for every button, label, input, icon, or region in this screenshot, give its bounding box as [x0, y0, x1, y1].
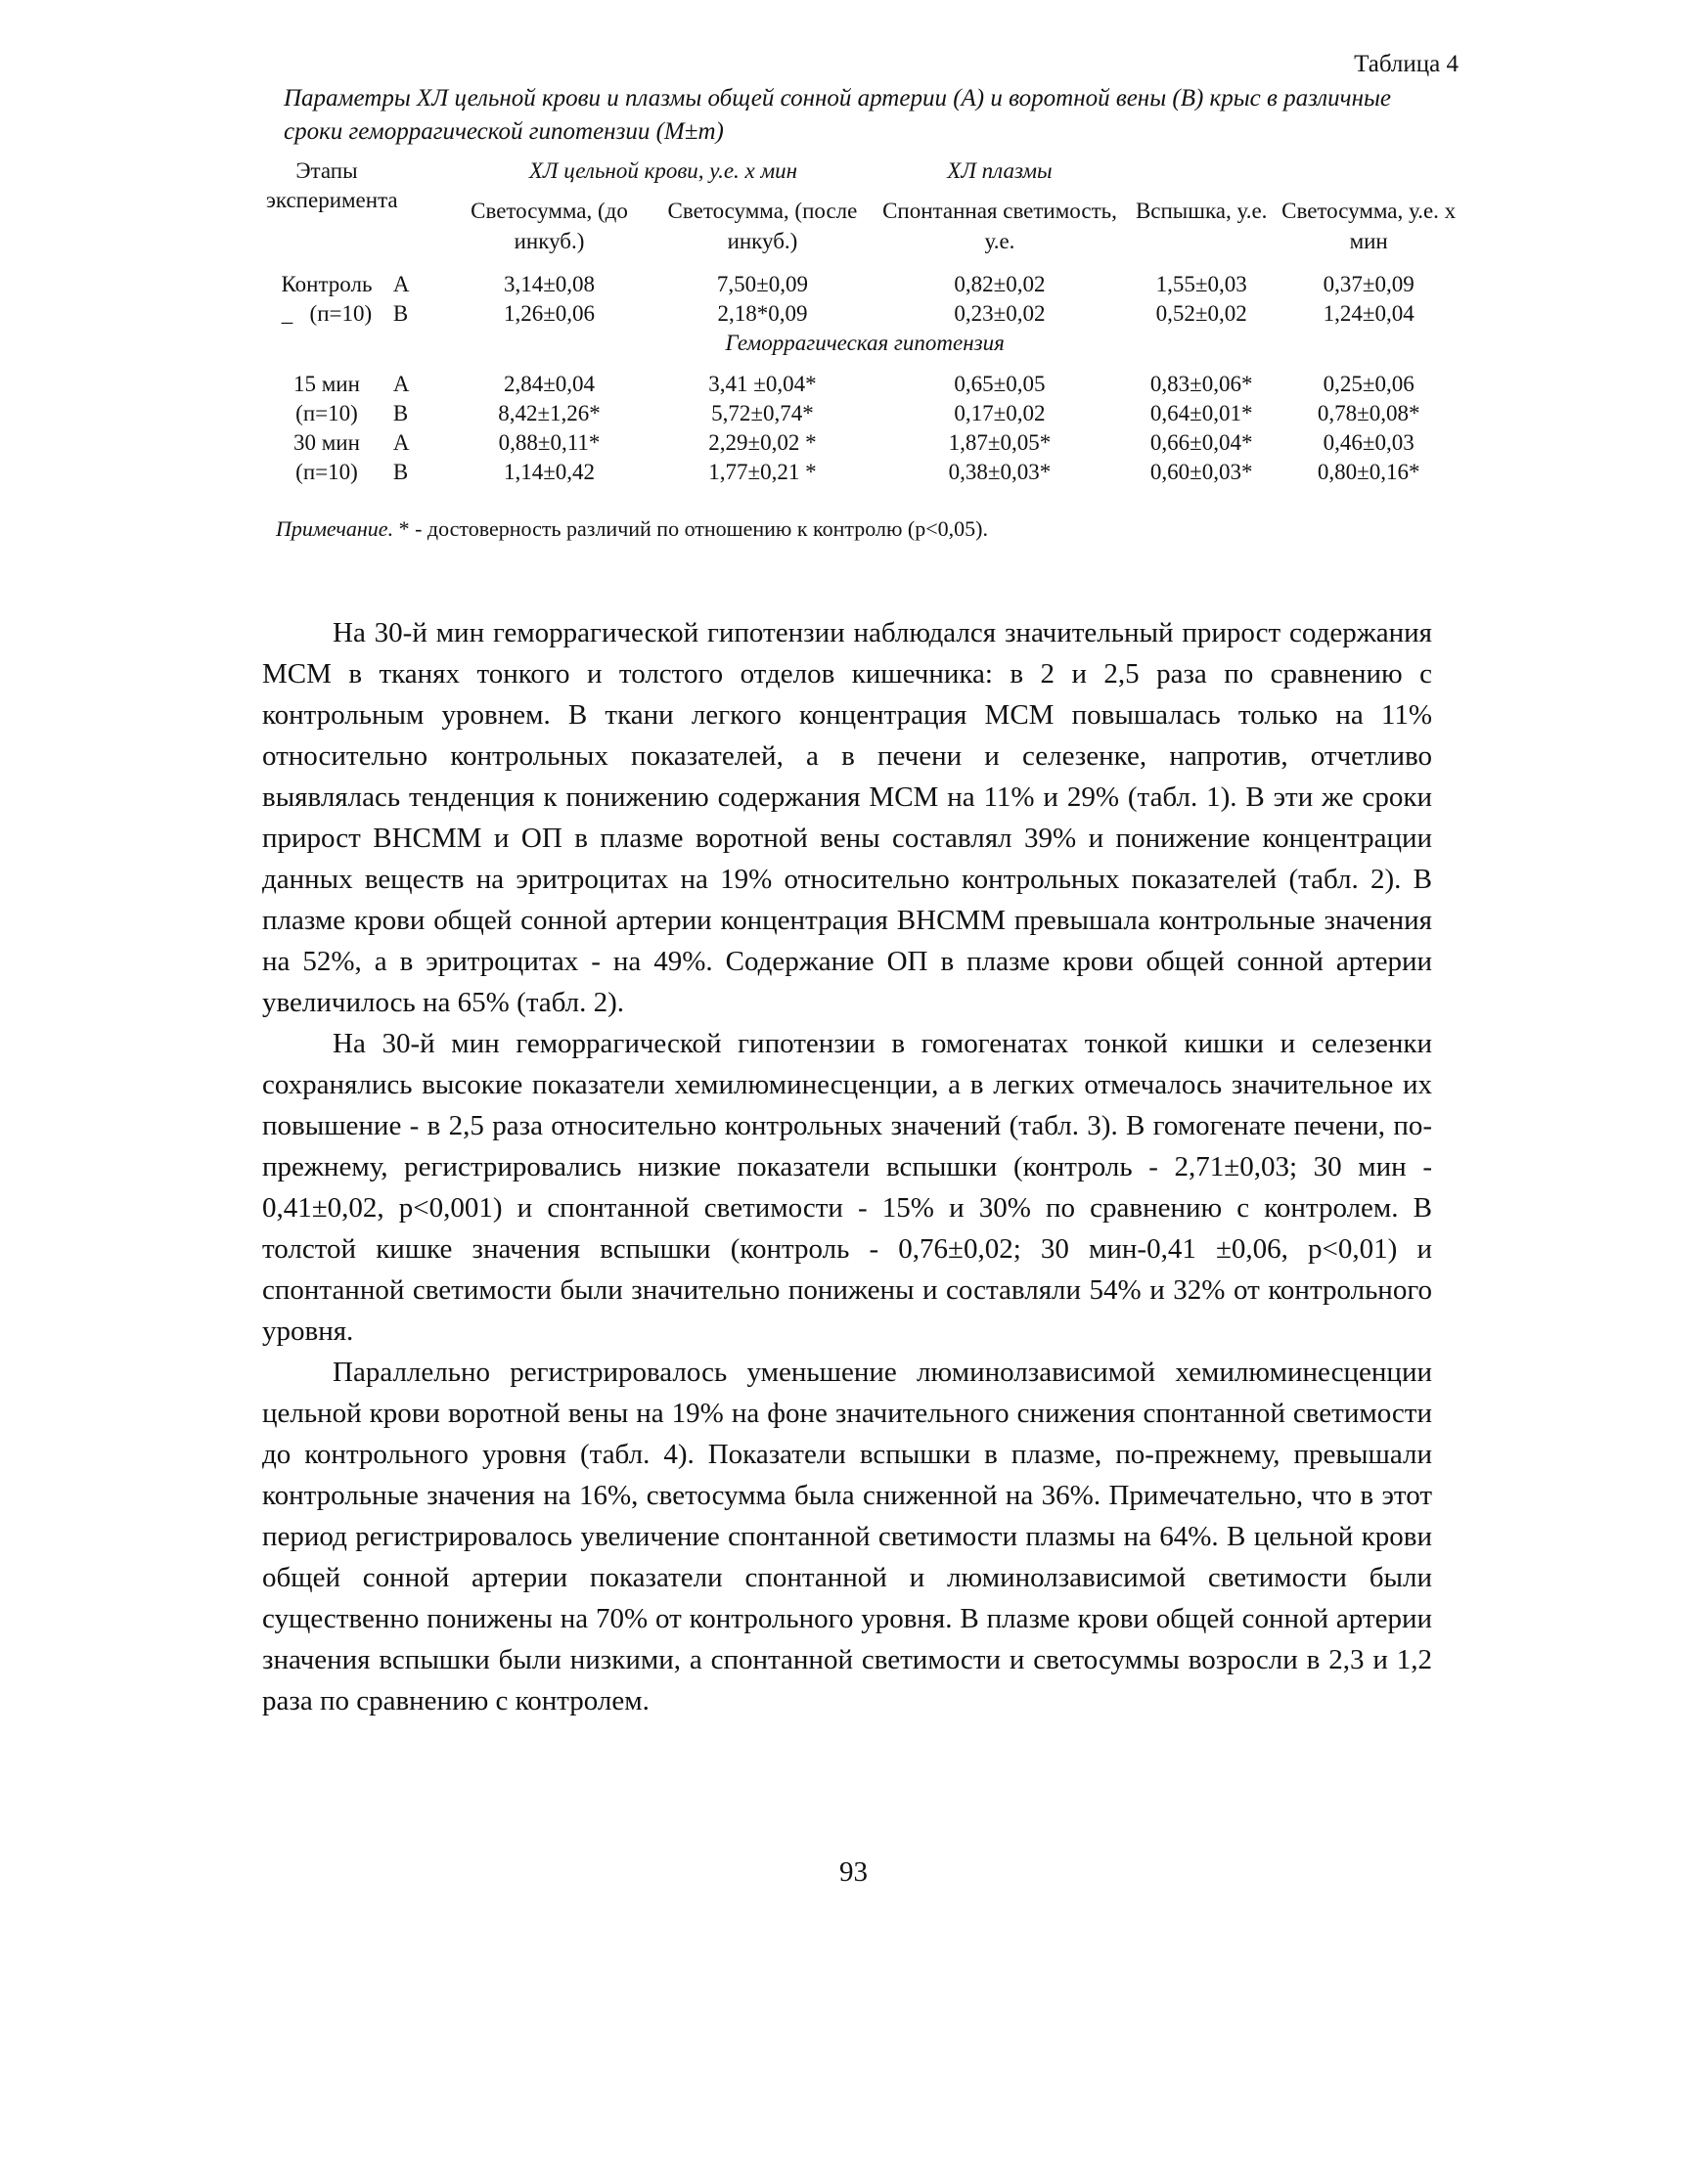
row-vessel: В: [392, 460, 409, 484]
table-cell: 0,37±0,09: [1323, 272, 1415, 296]
table-cell: 1,55±0,03: [1155, 272, 1247, 296]
table-cell: 1,14±0,42: [503, 460, 596, 484]
note-label: Примечание.: [276, 516, 394, 541]
table-row: [266, 299, 1458, 329]
table-cell: 0,64±0,01*: [1149, 401, 1253, 425]
row-stage: 15 мин: [293, 372, 360, 396]
row-stage: Контроль: [281, 272, 373, 296]
table-row: [266, 370, 1458, 399]
row-vessel: А: [392, 272, 410, 296]
table-cell: 0,52±0,02: [1155, 301, 1247, 326]
paragraph: На 30-й мин геморрагической гипотензии наблюдался значительный прирост содержания МСМ в тканях тонкого и толстого отделов кишечника: в 2 и 2,5 раза по сравнению с контрольным уровнем. В ткани легкого концентрация МСМ повышалась только на 11% относительно контрольных показателей, а в печени и селезенке, напротив, отчетливо выявлялась тенденция к понижению содержания МСМ на 11% и 29% (табл. 1). В эти же сроки прирост ВНСММ и ОП в плазме воротной вены составлял 39% и понижение концентрации данных веществ на эритроцитах на 19% относительно контрольных показателей (табл. 2). В плазме крови общей сонной артерии концентрация ВНСММ превышала контрольные значения на 52%, а в эритроцитах - на 49%. Содержание ОП в плазме крови общей сонной артерии увеличилось на 65% (табл. 2).: [262, 617, 1432, 1018]
table-cell: 8,42±1,26*: [498, 401, 601, 425]
table-cell: 1,24±0,04: [1323, 301, 1415, 326]
table-row: [266, 399, 1458, 428]
row-stage: _ (п=10): [281, 301, 373, 326]
header-stage: Этапы эксперимента: [266, 158, 398, 212]
column-header: Спонтанная светимость, у.е.: [882, 199, 1117, 253]
section-title: Геморрагическая гипотензия: [725, 331, 1005, 355]
row-vessel: А: [392, 372, 410, 396]
row-stage: (п=10): [295, 460, 358, 484]
header-group-whole-blood: ХЛ цельной крови, у.е. х мин: [528, 158, 798, 183]
row-stage: (п=10): [295, 401, 358, 425]
table-cell: 0,38±0,03*: [948, 460, 1052, 484]
table-cell: 0,80±0,16*: [1317, 460, 1420, 484]
table-cell: 0,88±0,11*: [498, 430, 601, 455]
paragraph: На 30-й мин геморрагической гипотензии в гомогенатах тонкой кишки и селезенки сохранялись высокие показатели хемилюминесценции, а в легких отмечалось значительное их повышение - в 2,5 раза относительно контрольных значений (табл. 3). В гомогенате печени, по-прежнему, регистрировались низкие показатели вспышки (контроль - 2,71±0,03; 30 мин - 0,41±0,02, р<0,001) и спонтанной светимости - 15% и 30% по сравнению с контролем. В толстой кишке значения вспышки (контроль - 0,76±0,02; 30 мин-0,41 ±0,06, р<0,01) и спонтанной светимости были значительно понижены и составляли 54% и 32% от контрольного уровня.: [262, 1028, 1432, 1347]
table-note: [276, 516, 988, 542]
table-cell: 5,72±0,74*: [711, 401, 814, 425]
table-cell: 2,84±0,04: [503, 372, 596, 396]
table-cell: 2,18*0,09: [717, 301, 808, 326]
table-cell: 0,25±0,06: [1323, 372, 1415, 396]
table-cell: 3,14±0,08: [503, 272, 596, 296]
table-cell: 0,65±0,05: [954, 372, 1046, 396]
row-vessel: В: [392, 401, 409, 425]
header-group-plasma: ХЛ плазмы: [947, 158, 1053, 183]
row-vessel: А: [392, 430, 410, 455]
table-cell: 3,41 ±0,04*: [708, 372, 817, 396]
table-cell: 1,87±0,05*: [948, 430, 1052, 455]
table-row: [266, 458, 1458, 487]
column-header: Вспышка, у.е.: [1135, 199, 1268, 223]
table-cell: 0,82±0,02: [954, 272, 1046, 296]
column-header: Светосумма, (после инкуб.): [667, 199, 858, 253]
row-stage: 30 мин: [293, 430, 360, 455]
table-caption: Параметры ХЛ цельной крови и плазмы общей сонной артерии (А) и воротной вены (В) крыс в различные сроки геморрагической гипотензии (М±m): [284, 85, 1392, 145]
table-section-title-row: [266, 329, 1458, 358]
column-header: Светосумма, у.е. х мин: [1281, 199, 1457, 253]
table-cell: 0,17±0,02: [954, 401, 1046, 425]
paragraph: Параллельно регистрировалось уменьшение люминолзависимой хемилюминесценции цельной крови воротной вены на 19% на фоне значительного снижения спонтанной светимости до контрольного уровня (табл. 4). Показатели вспышки в плазме, по-прежнему, превышали контрольные значения на 16%, светосумма была сниженной на 36%. Примечательно, что в этот период регистрировалось увеличение спонтанной светимости плазмы на 64%. В цельной крови общей сонной артерии показатели спонтанной и люминолзависимой светимости были существенно понижены на 70% от контрольного уровня. В плазме крови общей сонной артерии значения вспышки были низкими, а спонтанной светимости и светосуммы возросли в 2,3 и 1,2 раза по сравнению с контролем.: [262, 1357, 1432, 1716]
row-vessel: В: [392, 301, 409, 326]
table-cell: 1,77±0,21 *: [708, 460, 817, 484]
table-label: Таблица 4: [1354, 51, 1459, 77]
table-header-row: [266, 156, 1458, 186]
column-header: Светосумма, (до инкуб.): [471, 199, 628, 253]
table-cell: 0,78±0,08*: [1317, 401, 1420, 425]
table-cell: 0,46±0,03: [1323, 430, 1415, 455]
table-header-row: [266, 186, 1458, 256]
table-cell: 7,50±0,09: [716, 272, 809, 296]
table-cell: 0,23±0,02: [954, 301, 1046, 326]
table-cell: 0,66±0,04*: [1149, 430, 1253, 455]
table-cell: 1,26±0,06: [503, 301, 596, 326]
page-number: 93: [839, 1856, 868, 1888]
table-cell: 0,83±0,06*: [1149, 372, 1253, 396]
table-row: [266, 270, 1458, 299]
note-text: * - достоверность различий по отношению к контролю (р<0,05).: [393, 516, 988, 541]
table-cell: 0,60±0,03*: [1149, 460, 1253, 484]
data-table: [266, 156, 1458, 487]
table-row: [266, 428, 1458, 458]
body-text: [262, 612, 1432, 1721]
table-cell: 2,29±0,02 *: [708, 430, 817, 455]
